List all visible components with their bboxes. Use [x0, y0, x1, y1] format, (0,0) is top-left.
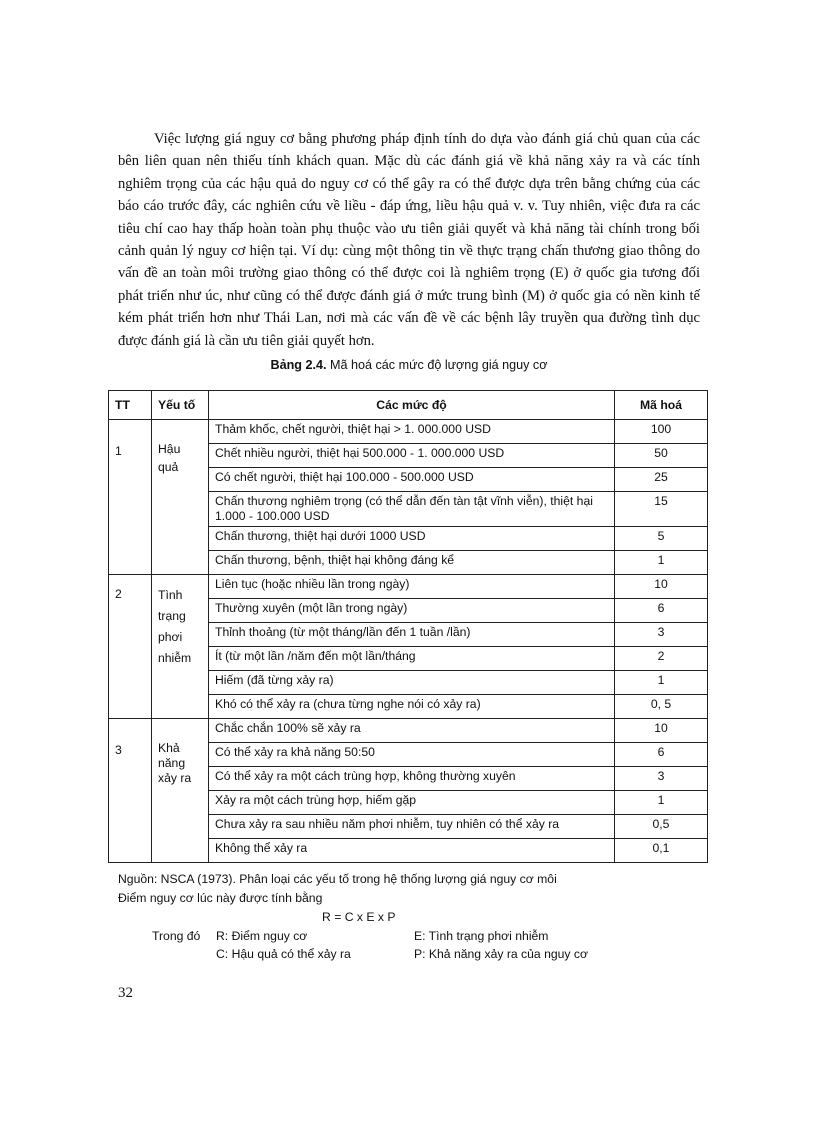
code-cell: 100 — [615, 420, 708, 444]
score-intro: Điểm nguy cơ lúc này được tính bằng — [118, 891, 323, 905]
group-factor — [152, 575, 209, 719]
code-cell: 6 — [615, 743, 708, 767]
code-cell: 1 — [615, 551, 708, 575]
source-note: Nguồn: NSCA (1973). Phân loại các yếu tố trong hệ thống lượng giá nguy cơ môi — [118, 872, 557, 886]
group-factor — [152, 719, 209, 863]
page-number: 32 — [118, 985, 133, 1001]
group-factor — [152, 420, 209, 575]
code-cell: 1 — [615, 791, 708, 815]
level-cell: Chấn thương, thiệt hại dưới 1000 USD — [209, 527, 615, 551]
formula: R = C x E x P — [322, 910, 396, 924]
header-factor: Yếu tố — [152, 391, 209, 420]
group-number-value: 2 — [115, 587, 122, 601]
level-cell: Chấn thương nghiêm trọng (có thể dẫn đến tàn tật vĩnh viễn), thiệt hại 1.000 - 100.000 USD — [209, 492, 615, 527]
factor-line: Khả — [158, 741, 180, 755]
header-tt: TT — [109, 391, 152, 420]
level-cell: Chấn thương, bệnh, thiệt hại không đáng kể — [209, 551, 615, 575]
factor-line: năng — [158, 756, 186, 770]
code-cell: 2 — [615, 647, 708, 671]
level-cell: Chưa xảy ra sau nhiều năm phơi nhiễm, tuy nhiên có thể xảy ra — [209, 815, 615, 839]
level-cell: Khó có thể xảy ra (chưa từng nghe nói có xảy ra) — [209, 695, 615, 719]
group-number — [109, 575, 152, 719]
code-cell: 0,5 — [615, 815, 708, 839]
code-cell: 3 — [615, 767, 708, 791]
header-levels: Các mức độ — [209, 391, 615, 420]
level-cell: Có thể xảy ra khả năng 50:50 — [209, 743, 615, 767]
group-number — [109, 420, 152, 575]
factor-line: Hậu — [158, 442, 181, 456]
level-cell: Thảm khốc, chết người, thiệt hại > 1. 000.000 USD — [209, 420, 615, 444]
table-caption-title: Mã hoá các mức độ lượng giá nguy cơ — [326, 358, 548, 372]
level-cell: Hiếm (đã từng xảy ra) — [209, 671, 615, 695]
c-definition: C: Hậu quả có thể xảy ra — [216, 947, 351, 961]
factor-line: nhiễm — [158, 651, 192, 665]
code-cell: 5 — [615, 527, 708, 551]
table-caption — [118, 358, 700, 372]
group-number-value: 3 — [115, 743, 122, 757]
code-cell: 10 — [615, 575, 708, 599]
group-number — [109, 719, 152, 863]
code-cell: 15 — [615, 492, 708, 527]
factor-line: phơi — [158, 630, 183, 644]
body-paragraph: Việc lượng giá nguy cơ bằng phương pháp định tính do dựa vào đánh giá chủ quan của các bên liên quan nên thiếu tính khách quan. Mặc dù các đánh giá về khả năng xảy ra và các tính nghiêm trọng của các hậu quả do nguy cơ có thể gây ra có thể được dựa trên bằng chứng của các báo cáo trước đây, các nghiên cứu về liều - đáp ứng, liều hậu quả v. v. Tuy nhiên, việc đưa ra các tiêu chí cao hay thấp hoàn toàn phụ thuộc vào ưu tiên giải quyết và khả năng tài chính trong bối cảnh quản lý nguy cơ hiện tại. Ví dụ: cùng một thông tin về thực trạng chấn thương giao thông do vấn đề an toàn môi trường giao thông có thể được coi là nghiêm trọng (E) ở quốc gia tương đối phát triển như úc, như cũng có thể được đánh giá ở mức trung bình (M) ở quốc gia có nền kinh tế kém phát triển hơn như Thái Lan, nơi mà các vấn đề về các bệnh lây truyền qua đường tình dục được đánh giá là cần ưu tiên giải quyết hơn. — [118, 131, 700, 349]
factor-line: xảy ra — [158, 771, 192, 785]
where-label: Trong đó — [152, 929, 201, 943]
code-cell: 25 — [615, 468, 708, 492]
level-cell: Có thể xảy ra một cách trùng hợp, không thường xuyên — [209, 767, 615, 791]
table-caption-label: Bảng 2.4. — [270, 358, 327, 372]
factor-line: Tình — [158, 588, 183, 602]
header-code: Mã hoá — [615, 391, 708, 420]
level-cell: Thỉnh thoảng (từ một tháng/lần đến 1 tuần /lần) — [209, 623, 615, 647]
code-cell: 50 — [615, 444, 708, 468]
code-cell: 0, 5 — [615, 695, 708, 719]
code-cell: 6 — [615, 599, 708, 623]
table-row — [109, 575, 708, 599]
risk-coding-table — [108, 390, 708, 863]
level-cell: Liên tục (hoặc nhiều lần trong ngày) — [209, 575, 615, 599]
level-cell: Xảy ra một cách trùng hợp, hiếm gặp — [209, 791, 615, 815]
group-number-value: 1 — [115, 444, 122, 458]
level-cell: Không thể xảy ra — [209, 839, 615, 863]
level-cell: Có chết người, thiệt hại 100.000 - 500.000 USD — [209, 468, 615, 492]
code-cell: 3 — [615, 623, 708, 647]
p-definition: P: Khả năng xảy ra của nguy cơ — [414, 947, 588, 961]
code-cell: 10 — [615, 719, 708, 743]
table-row — [109, 719, 708, 743]
e-definition: E: Tình trạng phơi nhiễm — [414, 929, 549, 943]
code-cell: 1 — [615, 671, 708, 695]
table-row — [109, 420, 708, 444]
code-cell: 0,1 — [615, 839, 708, 863]
level-cell: Chết nhiều người, thiệt hại 500.000 - 1. 000.000 USD — [209, 444, 615, 468]
table-header-row — [109, 391, 708, 420]
r-definition: R: Điểm nguy cơ — [216, 929, 308, 943]
factor-line: trạng — [158, 609, 186, 623]
level-cell: Thường xuyên (một lần trong ngày) — [209, 599, 615, 623]
factor-line: quả — [158, 460, 179, 474]
level-cell: Ít (từ một lần /năm đến một lần/tháng — [209, 647, 615, 671]
level-cell: Chắc chắn 100% sẽ xảy ra — [209, 719, 615, 743]
